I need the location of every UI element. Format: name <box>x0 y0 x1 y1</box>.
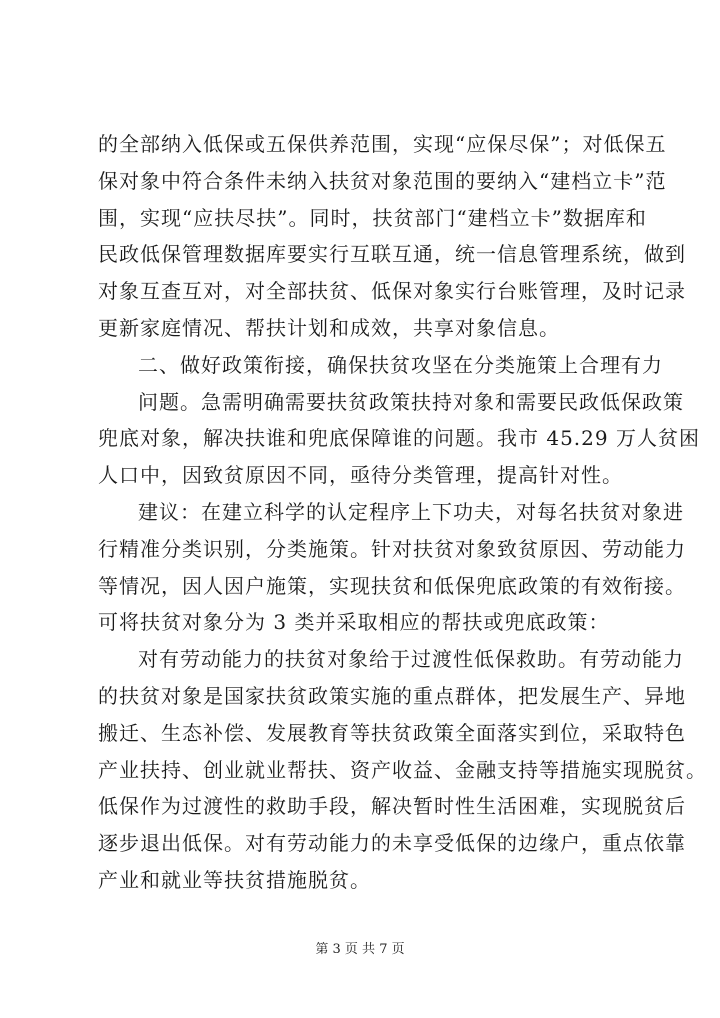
text-line: 低保作为过渡性的救助手段，解决暂时性生活困难，实现脱贫后 <box>98 794 686 819</box>
text-line: 的扶贫对象是国家扶贫政策实施的重点群体，把发展生产、异地 <box>98 683 686 708</box>
page-number-footer: 第 3 页 共 7 页 <box>315 942 405 957</box>
text-line: 保对象中符合条件未纳入扶贫对象范围的要纳入“建档立卡”范 <box>98 168 667 193</box>
document-body <box>98 126 707 899</box>
text-line: 兜底对象，解决扶谁和兜底保障谁的问题。我市 45.29 万人贫困 <box>98 426 700 451</box>
text-line: 建议：在建立科学的认定程序上下功夫，对每名扶贫对象进 <box>138 499 684 524</box>
text-line: 行精准分类识别，分类施策。针对扶贫对象致贫原因、劳动能力 <box>98 536 686 561</box>
text-line: 问题。急需明确需要扶贫政策扶持对象和需要民政低保政策 <box>138 389 684 414</box>
text-line: 搬迁、生态补偿、发展教育等扶贫政策全面落实到位，采取特色 <box>98 720 686 745</box>
text-line: 围，实现“应扶尽扶”。同时，扶贫部门“建档立卡”数据库和 <box>98 205 647 230</box>
text-line: 对象互查互对，对全部扶贫、低保对象实行台账管理，及时记录 <box>98 279 686 304</box>
section-heading: 二、做好政策衔接，确保扶贫攻坚在分类施策上合理有力 <box>138 352 663 377</box>
text-line: 对有劳动能力的扶贫对象给于过渡性低保救助。有劳动能力 <box>138 647 684 672</box>
text-line: 可将扶贫对象分为 3 类并采取相应的帮扶或兜底政策： <box>98 610 610 635</box>
text-line: 逐步退出低保。对有劳动能力的未享受低保的边缘户，重点依靠 <box>98 831 686 856</box>
text-line: 产业和就业等扶贫措施脱贫。 <box>98 867 371 892</box>
text-line: 的全部纳入低保或五保供养范围，实现“应保尽保”；对低保五 <box>98 132 667 156</box>
text-line: 更新家庭情况、帮扶计划和成效，共享对象信息。 <box>98 315 560 340</box>
text-line: 等情况，因人因户施策，实现扶贫和低保兜底政策的有效衔接。 <box>98 573 686 598</box>
text-line: 人口中，因致贫原因不同，亟待分类管理，提高针对性。 <box>98 463 623 488</box>
text-line: 产业扶持、创业就业帮扶、资产收益、金融支持等措施实现脱贫。 <box>98 757 707 782</box>
text-line: 民政低保管理数据库要实行互联互通，统一信息管理系统，做到 <box>98 242 686 267</box>
